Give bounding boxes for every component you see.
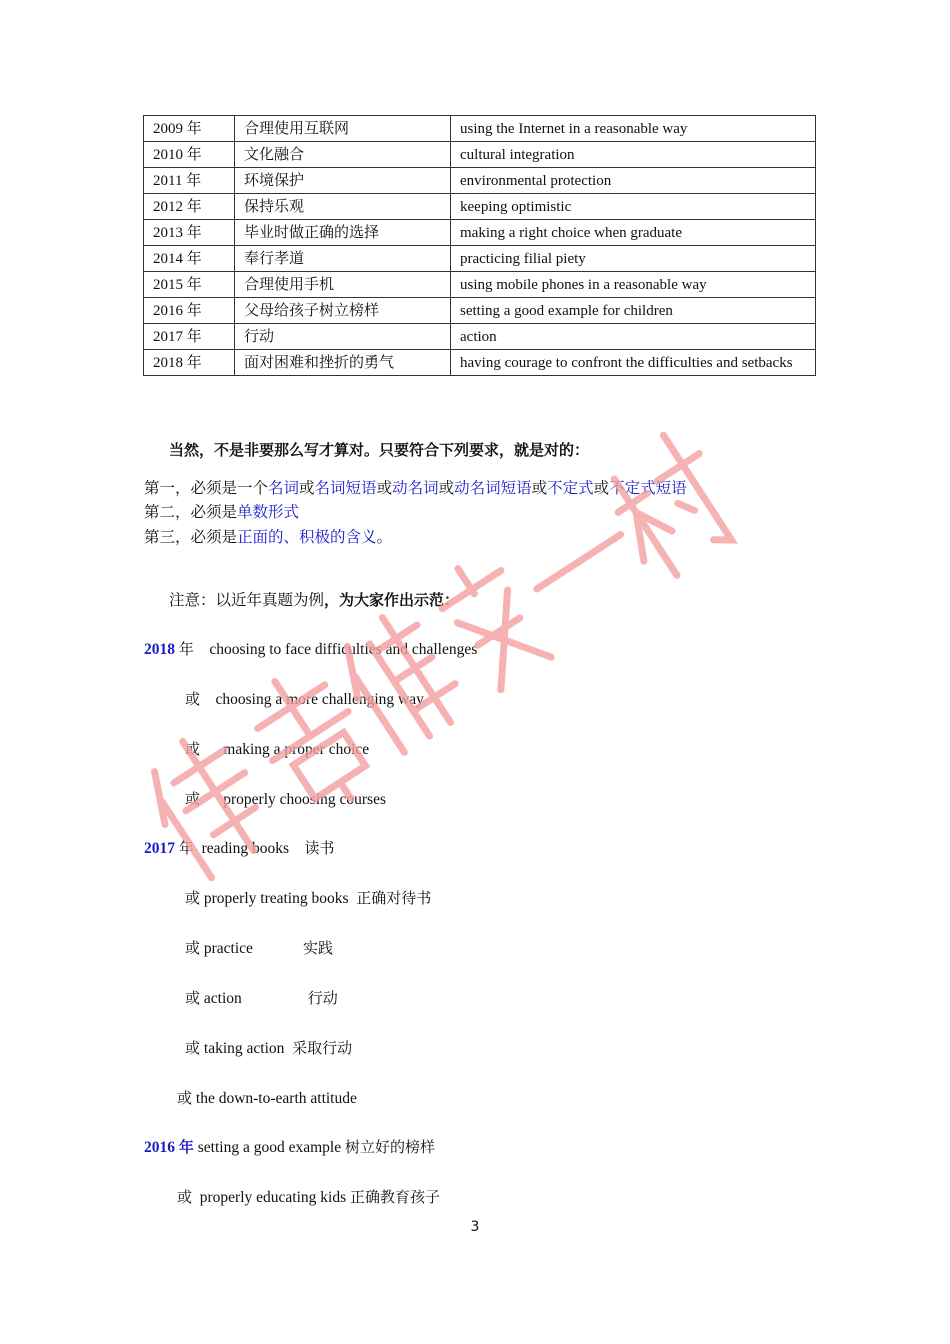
year-cell: 2010 年 <box>144 142 235 168</box>
rule-2 <box>144 500 299 522</box>
example-2017-alt-2 <box>185 937 333 958</box>
or-marker: 或 <box>185 1039 201 1057</box>
example-2017-alt-3 <box>185 987 338 1008</box>
rule-or: 或 <box>438 480 455 497</box>
chinese-topic-cell: 毕业时做正确的选择 <box>235 220 451 246</box>
or-marker: 或 <box>185 989 201 1007</box>
example-alt-text: properly educating kids <box>199 1189 347 1206</box>
rule-term-infinitive: 不定式 <box>547 480 594 497</box>
example-2017-alt-1 <box>185 887 431 908</box>
chinese-topic-cell: 奉行孝道 <box>235 246 451 272</box>
table-row <box>144 246 816 272</box>
or-marker: 或 <box>185 889 201 907</box>
table-row <box>144 298 816 324</box>
example-text: choosing to face difficulties and challenges <box>209 641 478 658</box>
example-2016-main <box>144 1136 435 1157</box>
example-year-suffix: 年 <box>178 839 194 857</box>
rule-term-gerund-phrase: 动名词短语 <box>454 480 532 497</box>
rule-term-singular: 单数形式 <box>237 504 300 521</box>
english-topic-cell: making a right choice when graduate <box>451 220 816 246</box>
chinese-topic-cell: 行动 <box>235 324 451 350</box>
example-year-suffix: 年 <box>178 640 194 658</box>
or-marker: 或 <box>185 790 201 808</box>
year-cell: 2012 年 <box>144 194 235 220</box>
rule-1 <box>144 476 687 498</box>
example-text: reading books <box>201 840 290 857</box>
rule-or: 或 <box>593 480 610 497</box>
english-topic-cell: environmental protection <box>451 168 816 194</box>
example-2016-alt-1 <box>177 1186 440 1207</box>
example-year: 2017 <box>144 840 175 857</box>
example-alt-text: action <box>203 990 242 1007</box>
chinese-topic-cell: 面对困难和挫折的勇气 <box>235 350 451 376</box>
example-2018-alt-1 <box>185 688 424 709</box>
example-alt-text: properly treating books <box>203 890 349 907</box>
or-marker: 或 <box>185 690 201 708</box>
english-topic-cell: setting a good example for children <box>451 298 816 324</box>
example-alt-text: practice <box>203 940 253 957</box>
year-cell: 2015 年 <box>144 272 235 298</box>
english-topic-cell: practicing filial piety <box>451 246 816 272</box>
english-topic-cell: action <box>451 324 816 350</box>
english-topic-cell: using mobile phones in a reasonable way <box>451 272 816 298</box>
rule-term-positive: 正面的、积极的含义 <box>237 529 377 546</box>
example-alt-text: properly choosing courses <box>223 791 386 808</box>
year-cell: 2017 年 <box>144 324 235 350</box>
rule-term-gerund: 动名词 <box>392 480 439 497</box>
rule-or: 或 <box>531 480 548 497</box>
note <box>169 588 459 610</box>
chinese-topic-cell: 合理使用互联网 <box>235 116 451 142</box>
year-cell: 2018 年 <box>144 350 235 376</box>
english-topic-cell: keeping optimistic <box>451 194 816 220</box>
table-row <box>144 324 816 350</box>
or-marker: 或 <box>185 939 201 957</box>
topic-table <box>143 115 816 376</box>
or-marker: 或 <box>177 1089 193 1107</box>
example-2018-alt-3 <box>185 788 386 809</box>
example-year-suffix: 年 <box>178 1138 194 1156</box>
rule-term-noun-phrase: 名词短语 <box>314 480 377 497</box>
heading: 当然，不是非要那么写才算对。只要符合下列要求，就是对的： <box>169 441 590 459</box>
example-year: 2018 <box>144 641 175 658</box>
example-2017-alt-5 <box>177 1087 357 1108</box>
example-alt-text: making a proper choice <box>223 741 370 758</box>
note-bold: ，为大家作出示范： <box>324 591 460 609</box>
example-alt-cn: 正确教育孩子 <box>350 1188 441 1206</box>
example-alt-text: the down-to-earth attitude <box>195 1090 357 1107</box>
english-topic-cell: cultural integration <box>451 142 816 168</box>
chinese-topic-cell: 父母给孩子树立榜样 <box>235 298 451 324</box>
table-row <box>144 168 816 194</box>
rule-3-prefix: 第三，必须是 <box>144 529 238 546</box>
example-alt-cn: 行动 <box>307 989 338 1007</box>
chinese-topic-cell: 保持乐观 <box>235 194 451 220</box>
rule-3 <box>144 525 392 547</box>
example-2017-alt-4 <box>185 1037 352 1058</box>
example-alt-cn: 实践 <box>302 939 333 957</box>
rule-term-infinitive-phrase: 不定式短语 <box>609 480 687 497</box>
year-cell: 2013 年 <box>144 220 235 246</box>
table-row <box>144 194 816 220</box>
year-cell: 2014 年 <box>144 246 235 272</box>
example-cn: 树立好的榜样 <box>344 1138 435 1156</box>
example-year: 2016 <box>144 1139 175 1156</box>
example-2017-main <box>144 837 335 858</box>
year-cell: 2011 年 <box>144 168 235 194</box>
table-row <box>144 350 816 376</box>
page-number: 3 <box>470 1219 480 1235</box>
rule-or: 或 <box>299 480 315 497</box>
rule-1-prefix: 第一，必须是一个 <box>144 480 269 497</box>
year-cell: 2016 年 <box>144 298 235 324</box>
table-row <box>144 116 816 142</box>
note-normal: 注意：以近年真题为例 <box>169 592 325 609</box>
year-cell: 2009 年 <box>144 116 235 142</box>
example-text: setting a good example <box>197 1139 342 1156</box>
or-marker: 或 <box>185 740 201 758</box>
table-row <box>144 272 816 298</box>
example-2018-main <box>144 638 477 659</box>
example-alt-text: choosing a more challenging way <box>215 691 424 708</box>
english-topic-cell: having courage to confront the difficulties and setbacks <box>451 350 816 376</box>
table-row <box>144 220 816 246</box>
chinese-topic-cell: 文化融合 <box>235 142 451 168</box>
topic-table-body <box>144 116 816 376</box>
example-cn: 读书 <box>304 839 335 857</box>
english-topic-cell: using the Internet in a reasonable way <box>451 116 816 142</box>
or-marker: 或 <box>177 1188 193 1206</box>
rule-3-suffix: 。 <box>376 529 393 546</box>
example-alt-cn: 采取行动 <box>292 1039 353 1057</box>
chinese-topic-cell: 合理使用手机 <box>235 272 451 298</box>
rule-term-noun: 名词 <box>268 480 300 497</box>
example-alt-text: taking action <box>203 1040 285 1057</box>
example-alt-cn: 正确对待书 <box>356 889 432 907</box>
chinese-topic-cell: 环境保护 <box>235 168 451 194</box>
example-2018-alt-2 <box>185 738 369 759</box>
rule-or: 或 <box>376 480 393 497</box>
rule-2-prefix: 第二，必须是 <box>144 504 238 521</box>
table-row <box>144 142 816 168</box>
